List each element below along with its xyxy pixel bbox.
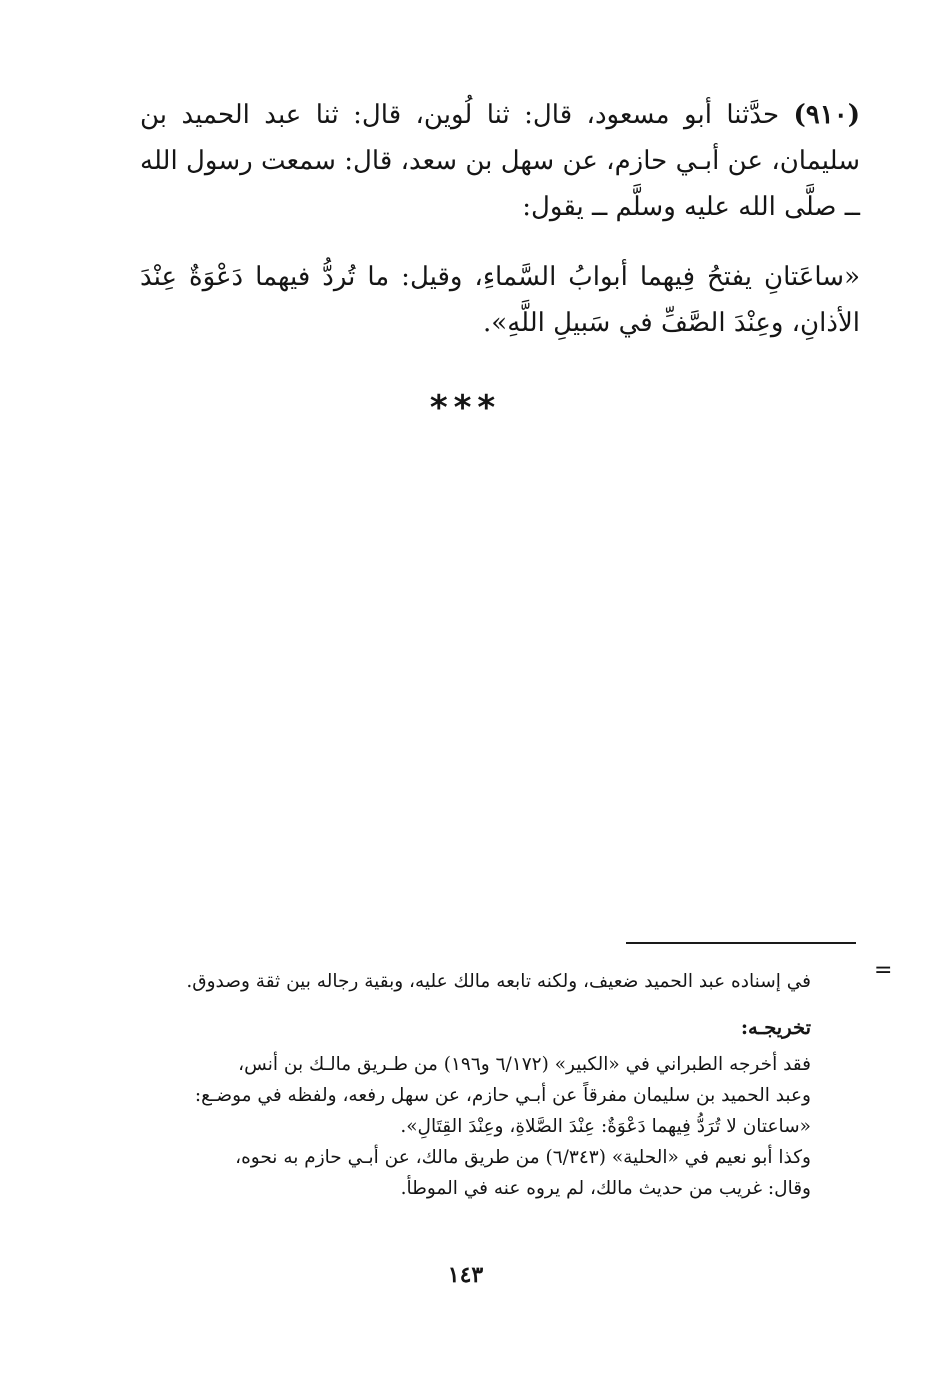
- hadith-number: (٩١٠): [793, 100, 861, 130]
- footnote-line: فقد أخرجه الطبراني في «الكبير» (٦/١٧٢ و١٩٦) من طـريق مالـك بن أنس،: [238, 1054, 811, 1075]
- footnote-line: وعبد الحميد بن سليمان مفرقاً عن أبـي حازم، عن سهل رفعه، ولفظه في موضـع:: [194, 1085, 811, 1106]
- footnote-line: وكذا أبو نعيم في «الحلية» (٦/٣٤٣) من طريق مالك، عن أبـي حازم به نحوه،: [235, 1147, 811, 1168]
- footnote-line: «ساعتان لا تُرَدُّ فِيهما دَعْوَةٌ: عِنْدَ الصَّلاةِ، وعِنْدَ القِتَالِ».: [400, 1116, 811, 1137]
- footnote-continuation-mark: =: [874, 958, 893, 983]
- footnote-takhrij-heading: تخريجـه:: [740, 1016, 811, 1039]
- footnote-isnad-note: في إسناده عبد الحميد ضعيف، ولكنه تابعه مالك عليه، وبقية رجاله بين ثقة وصدوق.: [186, 971, 811, 992]
- hadith-intro-paragraph: [140, 92, 860, 230]
- section-separator: ***: [429, 388, 502, 428]
- hadith-chain-text: حدَّثنا أبو مسعود، قال: ثنا لُوين، قال: ثنا عبد الحميد بن سليمان، عن أبـي حازم، عن سهل بن سعد، قال: سمعت رسول الله ــ صلَّى الله عليه وسلَّم ــ يقول:: [140, 100, 860, 222]
- footnote-divider: [626, 942, 856, 944]
- footnote-line: وقال: غريب من حديث مالك، لم يروه عنه في الموطأ.: [400, 1178, 811, 1199]
- hadith-text: «ساعَتانِ يفتحُ فِيهما أبوابُ السَّماءِ، وقيل: ما تُردُّ فيهما دَعْوَةٌ عِنْدَ الأذانِ، وعِنْدَ الصَّفِّ في سَبيلِ اللَّهِ».: [140, 262, 860, 338]
- page-number: ١٤٣: [447, 1262, 484, 1288]
- footnote-takhrij-block: [165, 1049, 811, 1204]
